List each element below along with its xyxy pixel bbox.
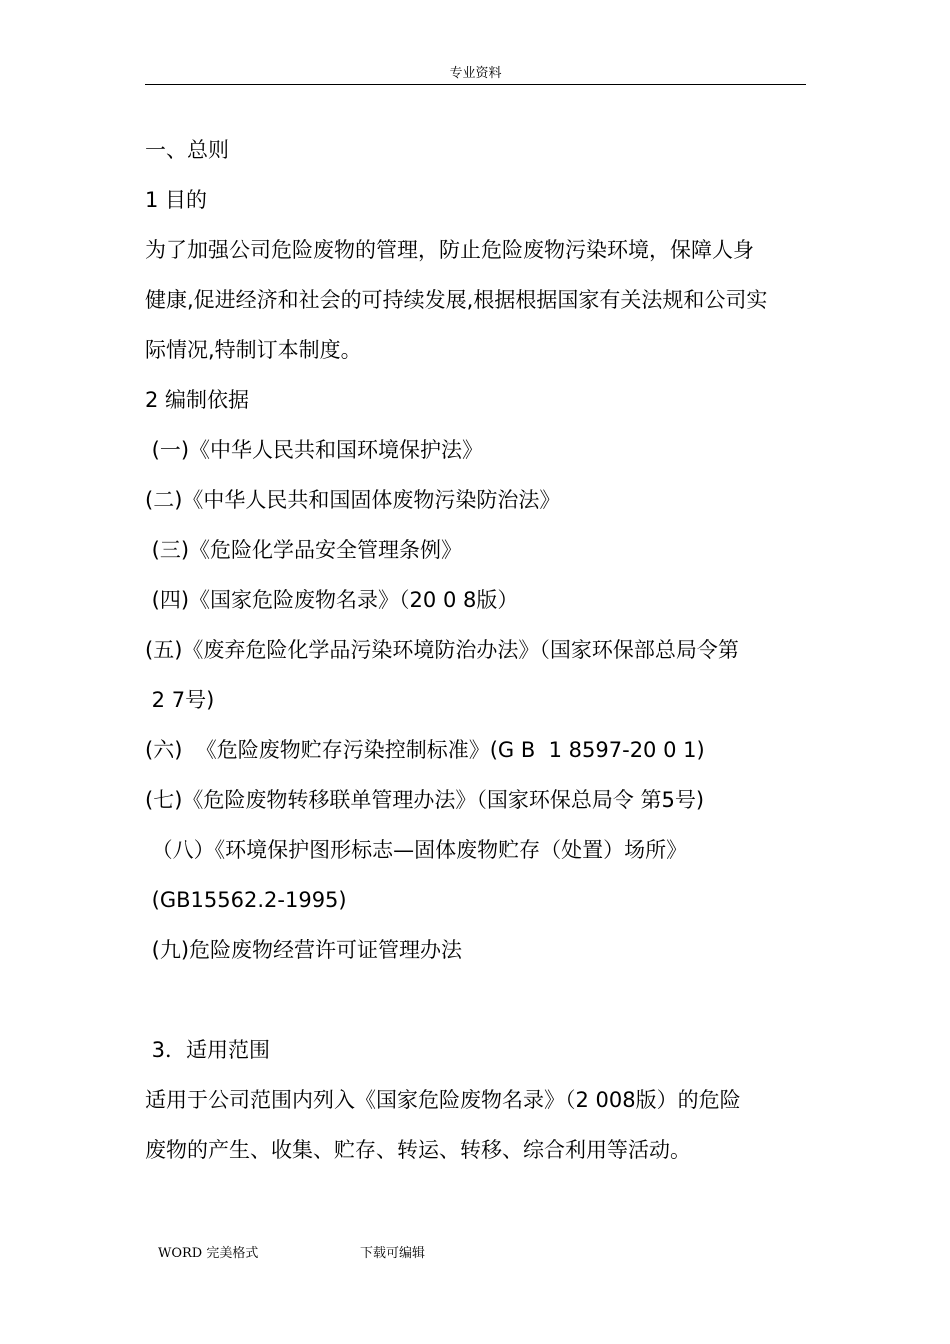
document-body xyxy=(145,125,810,1175)
paragraph-line: 适用于公司范围内列入《国家危险废物名录》（2 008版）的危险 xyxy=(145,1088,741,1112)
list-item: （八）《环境保护图形标志—固体废物贮存（处置）场所》 xyxy=(145,838,688,862)
paragraph-line: 健康,促进经济和社会的可持续发展,根据根据国家有关法规和公司实 xyxy=(145,288,768,312)
list-item: (一)《中华人民共和国环境保护法》 xyxy=(145,438,484,462)
list-item: (三)《危险化学品安全管理条例》 xyxy=(145,538,463,562)
paragraph-line: 际情况,特制订本制度。 xyxy=(145,338,362,362)
subsection-heading: 3．适用范围 xyxy=(145,1038,271,1062)
list-item: (六) 《危险废物贮存污染控制标准》(G B 1 8597-20 0 1) xyxy=(145,738,705,762)
list-item: (五)《废弃危险化学品污染环境防治办法》（国家环保部总局令第 xyxy=(145,638,739,662)
list-item: (GB15562.2-1995) xyxy=(145,888,347,912)
section-heading: 一、总则 xyxy=(145,138,229,162)
subsection-heading: 1 目的 xyxy=(145,188,208,212)
list-item: (九)危险废物经营许可证管理办法 xyxy=(145,938,463,962)
blank-line xyxy=(145,975,810,1025)
page-header: 专业资料 xyxy=(145,64,806,85)
list-item: (七)《危险废物转移联单管理办法》（国家环保总局令 第5号) xyxy=(145,788,705,812)
paragraph-line: 为了加强公司危险废物的管理，防止危险废物污染环境，保障人身 xyxy=(145,238,754,262)
paragraph-line: 废物的产生、收集、贮存、转运、转移、综合利用等活动。 xyxy=(145,1138,691,1162)
subsection-heading: 2 编制依据 xyxy=(145,388,250,412)
footer-right-text: 下载可编辑 xyxy=(360,1246,426,1261)
list-item: (二)《中华人民共和国固体废物污染防治法》 xyxy=(145,488,561,512)
list-item: (四)《国家危险废物名录》（20 0 8版） xyxy=(145,588,519,612)
list-item: 2 7号) xyxy=(145,688,215,712)
footer-left-text: WORD 完美格式 xyxy=(158,1246,259,1261)
